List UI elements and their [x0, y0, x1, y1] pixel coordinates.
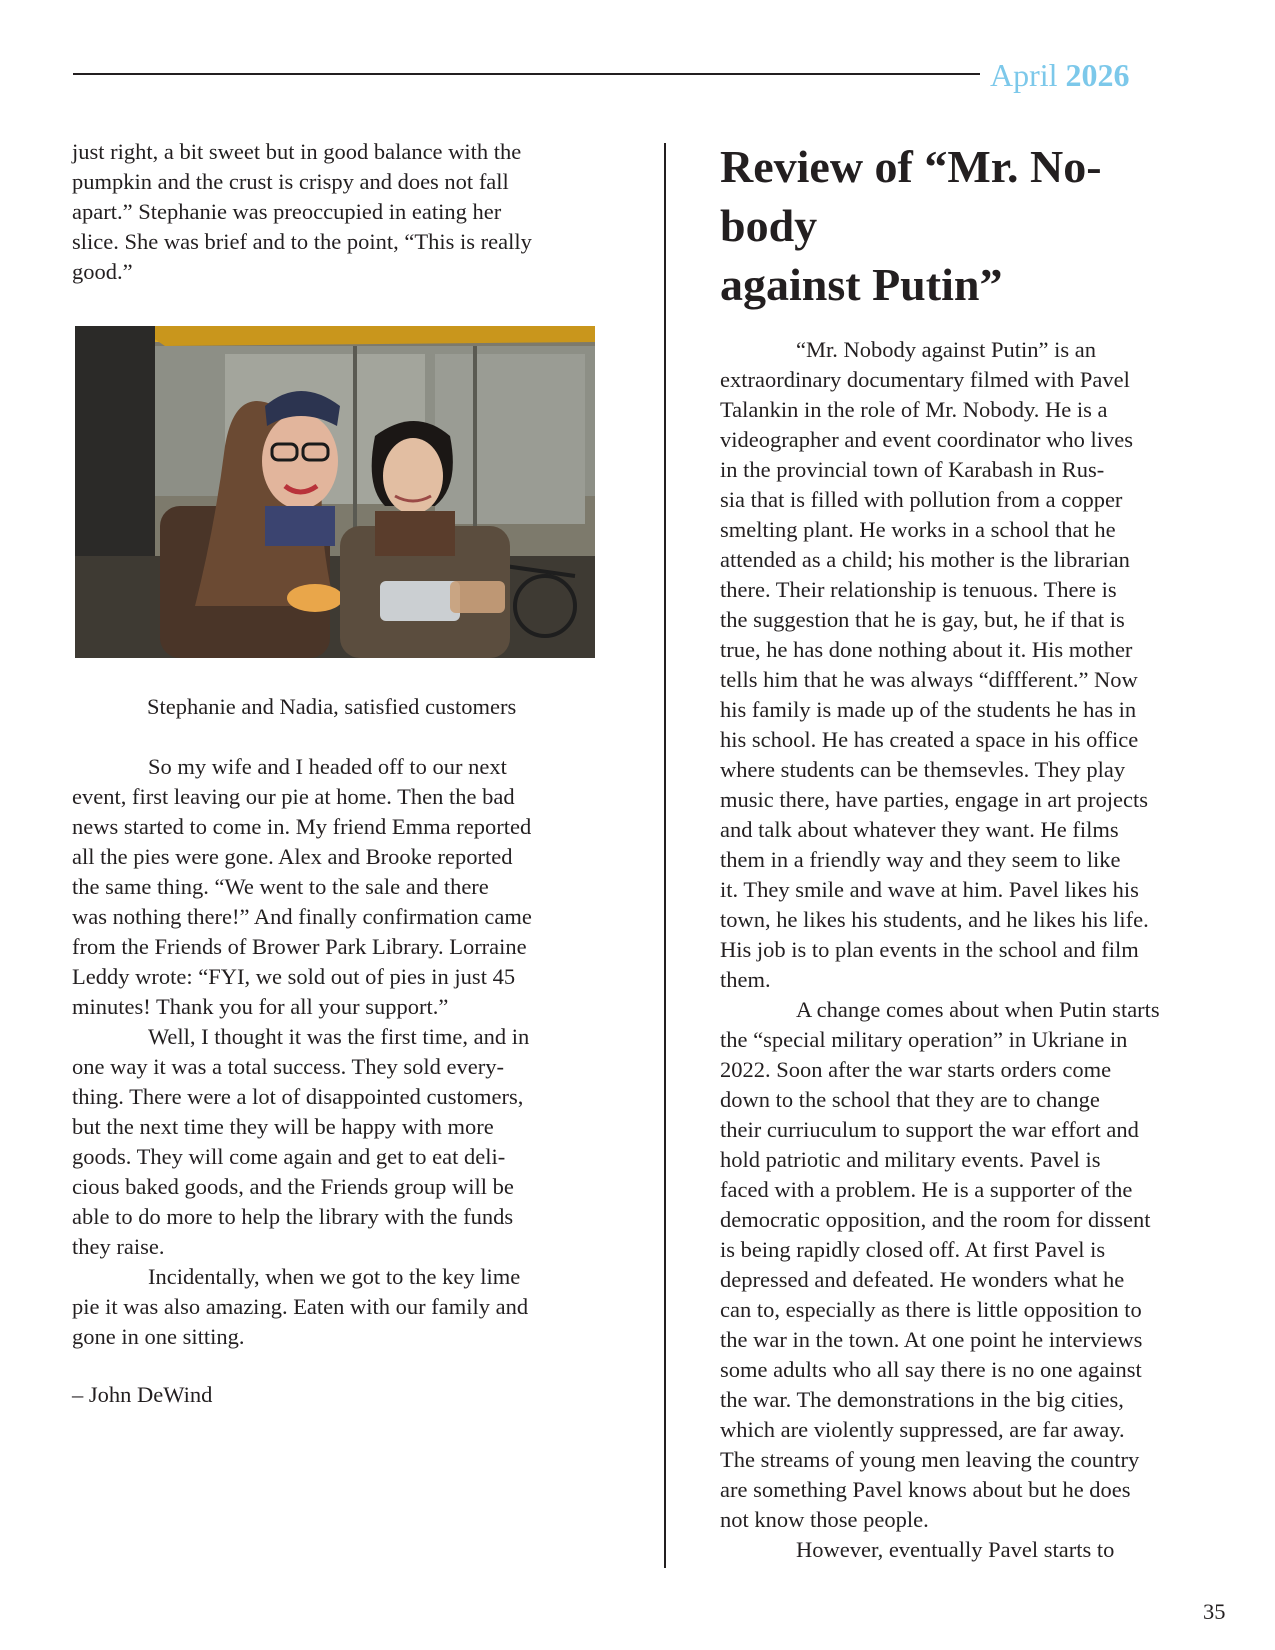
review-paragraph: However, eventually Pavel starts to — [796, 1537, 1115, 1562]
article-paragraph: Well, I thought it was the first time, and in one way it was a total success. They sold every- thing. There were a lot of disappointed customers, but the next time they will be happy with more goods. They will come again and get to eat deli- cious baked goods, and the Friends group will be able to do more to help the library with the funds they raise. — [72, 1024, 530, 1259]
review-title: Review of “Mr. No- body against Putin” — [720, 141, 1102, 310]
author-signature: – John DeWind — [72, 1382, 213, 1407]
page-number: 35 — [1203, 1599, 1226, 1624]
issue-year: 2026 — [1065, 57, 1130, 93]
column-divider — [664, 143, 666, 1568]
article-paragraph: Incidentally, when we got to the key lime pie it was also amazing. Eaten with our family and gone in one sitting. — [72, 1264, 529, 1349]
article-paragraph: So my wife and I headed off to our next event, first leaving our pie at home. Then the bad news started to come in. My friend Emma reported all the pies were gone. Alex and Brooke reported the same thing. “We went to the sale and there was nothing there!” And finally confirmation came from the Friends of Brower Park Library. Lorraine Leddy wrote: “FYI, we sold out of pies in just 45 minutes! Thank you for all your support.” — [72, 754, 532, 1019]
right-column-heading — [720, 137, 1210, 314]
customers-photo — [75, 326, 595, 658]
issue-date — [990, 55, 1130, 95]
review-paragraph: A change comes about when Putin starts the “special military operation” in Ukriane in 2022. Soon after the war starts orders come down to the school that they are to change their curriuculum to support the war effort and hold patriotic and military events. Pavel is faced with a problem. He is a supporter of the democratic opposition, and the room for dissent is being rapidly closed off. At first Pavel is depressed and defeated. He wonders what he can to, especially as there is little opposition to the war in the town. At one point he interviews some adults who all say there is no one against the war. The demonstrations in the big cities, which are violently suppressed, are far away. The streams of young men leaving the country are something Pavel knows about but he does not know those people. — [720, 997, 1160, 1532]
header-rule — [73, 73, 980, 75]
left-column-intro — [72, 137, 602, 287]
issue-month: April — [990, 57, 1058, 93]
photo-caption: Stephanie and Nadia, satisfied customers — [147, 694, 517, 719]
review-paragraph: “Mr. Nobody against Putin” is an extraordinary documentary filmed with Pavel Talankin in the role of Mr. Nobody. He is a videographer and event coordinator who lives in the provincial town of Karabash in Rus- sia that is filled with pollution from a copper smelting plant. He works in a school that he attended as a child; his mother is the librarian there. Their relationship is tenuous. There is the suggestion that he is gay, but, he if that is true, he has done nothing about it. His mother tells him that he was always “diffferent.” Now his family is made up of the students he has in his school. He has created a space in his office where students can be themsevles. They play music there, have parties, engage in art projects and talk about whatever they want. He films them in a friendly way and they seem to like it. They smile and wave at him. Pavel likes his town, he likes his students, and he likes his life. His job is to plan events in the school and film them. — [720, 337, 1149, 992]
left-column-body — [72, 752, 602, 1352]
review-body — [720, 335, 1220, 1565]
article-intro-text: just right, a bit sweet but in good balance with the pumpkin and the crust is crispy and does not fall apart.” Stephanie was preoccupied in eating her slice. She was brief and to the point, “This is really good.” — [72, 139, 532, 284]
